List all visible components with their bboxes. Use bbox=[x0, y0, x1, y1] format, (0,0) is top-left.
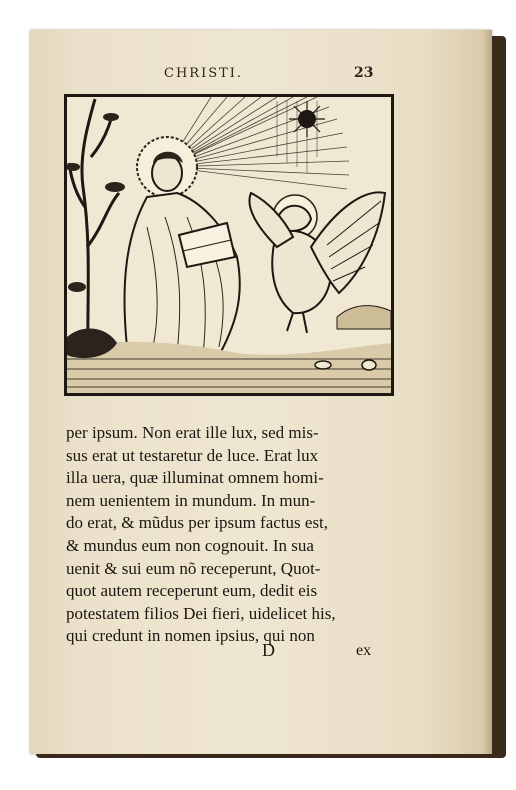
catchword: ex bbox=[356, 642, 372, 659]
body-text bbox=[66, 422, 406, 648]
text-line-7: uenit & sui eum nõ receperunt, Quot- bbox=[66, 558, 321, 578]
text-line-8: quot autem receperunt eum, dedit eis bbox=[66, 581, 318, 601]
text-line-6: & mundus eum non cognouit. In sua bbox=[66, 535, 314, 555]
page-number: 23 bbox=[354, 65, 374, 81]
signature-mark: D bbox=[262, 640, 275, 660]
woodcut-illustration-icon bbox=[64, 94, 394, 396]
page-edge-shading bbox=[482, 30, 492, 754]
text-line-3: illa uera, quæ illuminat omnem homi- bbox=[66, 468, 324, 488]
book-page bbox=[30, 30, 492, 754]
text-line-9: potestatem filios Dei fieri, uidelicet his, bbox=[66, 603, 336, 623]
text-line-5: do erat, & mũdus per ipsum factus est, bbox=[66, 513, 329, 533]
text-line-10: qui credunt in nomen ipsius, qui non bbox=[66, 626, 315, 646]
text-line-2: sus erat ut testaretur de luce. Erat lux bbox=[66, 445, 319, 465]
text-line-1: per ipsum. Non erat ille lux, sed mis- bbox=[66, 423, 319, 442]
text-line-4: nem uenientem in mundum. In mun- bbox=[66, 490, 316, 510]
running-head: CHRISTI. bbox=[164, 66, 244, 81]
